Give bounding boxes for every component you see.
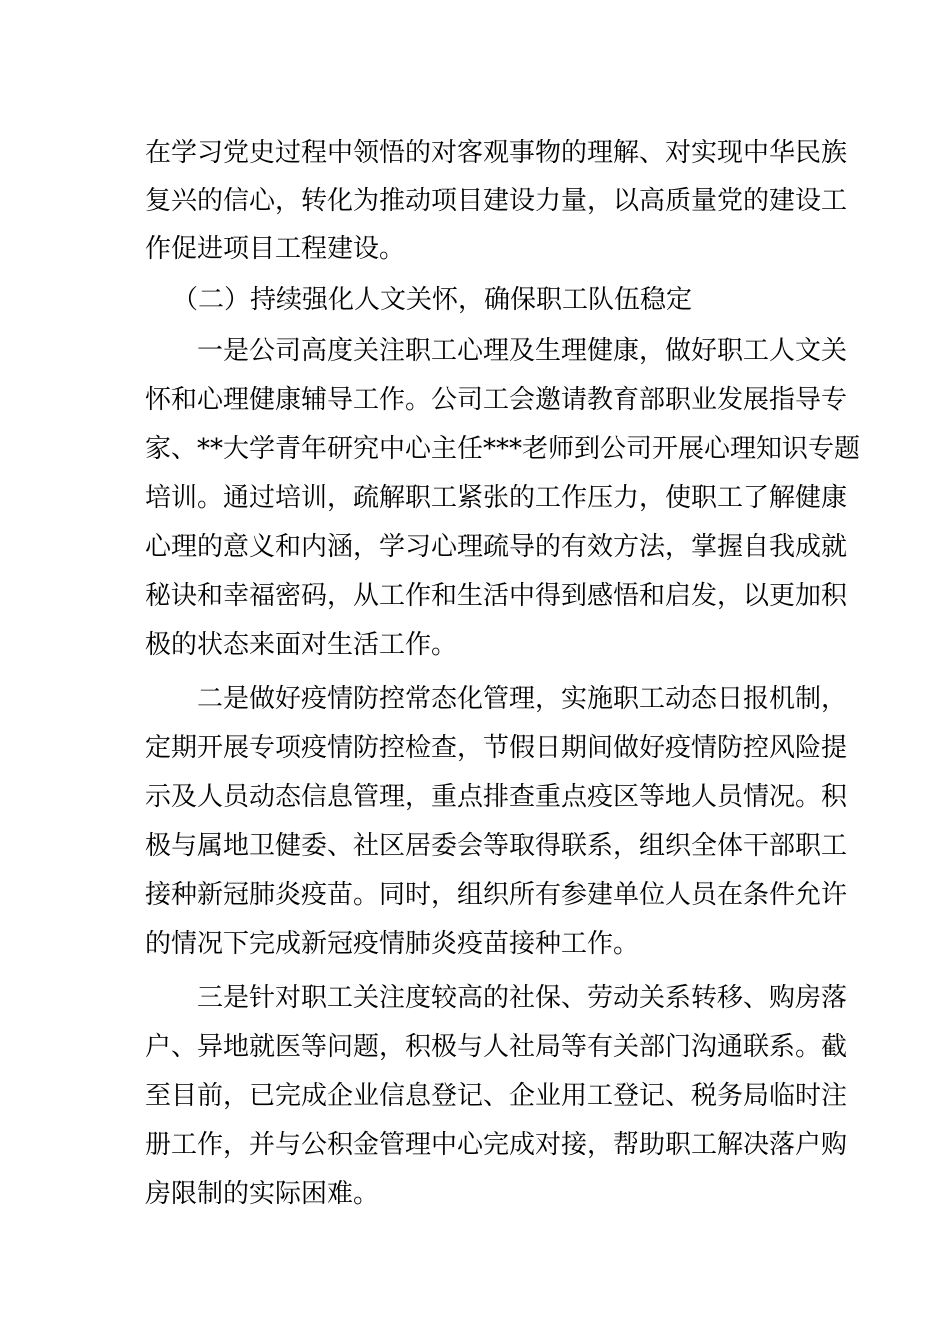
paragraph-line: 册工作，并与公积金管理中心完成对接，帮助职工解决落户购 <box>145 1130 848 1160</box>
paragraph-line: 培训。通过培训，疏解职工紧张的工作压力，使职工了解健康 <box>145 483 848 513</box>
paragraph-line: 户、异地就医等问题，积极与人社局等有关部门沟通联系。截 <box>145 1032 848 1062</box>
paragraph-line: 复兴的信心，转化为推动项目建设力量，以高质量党的建设工 <box>145 186 848 216</box>
paragraph-line: 作促进项目工程建设。 <box>145 234 406 264</box>
paragraph-line: 一是公司高度关注职工心理及生理健康，做好职工人文关 <box>197 336 848 366</box>
paragraph-line: 示及人员动态信息管理，重点排查重点疫区等地人员情况。积 <box>145 782 848 812</box>
section-heading: （二）持续强化人文关怀，确保职工队伍稳定 <box>172 285 693 315</box>
paragraph-line: 秘诀和幸福密码，从工作和生活中得到感悟和启发，以更加积 <box>145 581 848 611</box>
paragraph-line: 定期开展专项疫情防控检查，节假日期间做好疫情防控风险提 <box>145 733 848 763</box>
paragraph-line: 二是做好疫情防控常态化管理，实施职工动态日报机制， <box>197 684 848 714</box>
paragraph-line: 至目前，已完成企业信息登记、企业用工登记、税务局临时注 <box>145 1081 848 1111</box>
paragraph-line: 的情况下完成新冠疫情肺炎疫苗接种工作。 <box>145 929 640 959</box>
paragraph-line: 在学习党史过程中领悟的对客观事物的理解、对实现中华民族 <box>145 138 848 168</box>
paragraph-line: 三是针对职工关注度较高的社保、劳动关系转移、购房落 <box>197 983 848 1013</box>
paragraph-line: 极与属地卫健委、社区居委会等取得联系，组织全体干部职工 <box>145 831 848 861</box>
paragraph-line: 房限制的实际困难。 <box>145 1179 380 1209</box>
paragraph-line: 心理的意义和内涵，学习心理疏导的有效方法，掌握自我成就 <box>145 532 848 562</box>
paragraph-line: 怀和心理健康辅导工作。公司工会邀请教育部职业发展指导专 <box>145 385 848 415</box>
paragraph-line: 极的状态来面对生活工作。 <box>145 630 458 660</box>
paragraph-line: 家、**大学青年研究中心主任***老师到公司开展心理知识专题 <box>145 434 861 464</box>
paragraph-line: 接种新冠肺炎疫苗。同时，组织所有参建单位人员在条件允许 <box>145 880 848 910</box>
